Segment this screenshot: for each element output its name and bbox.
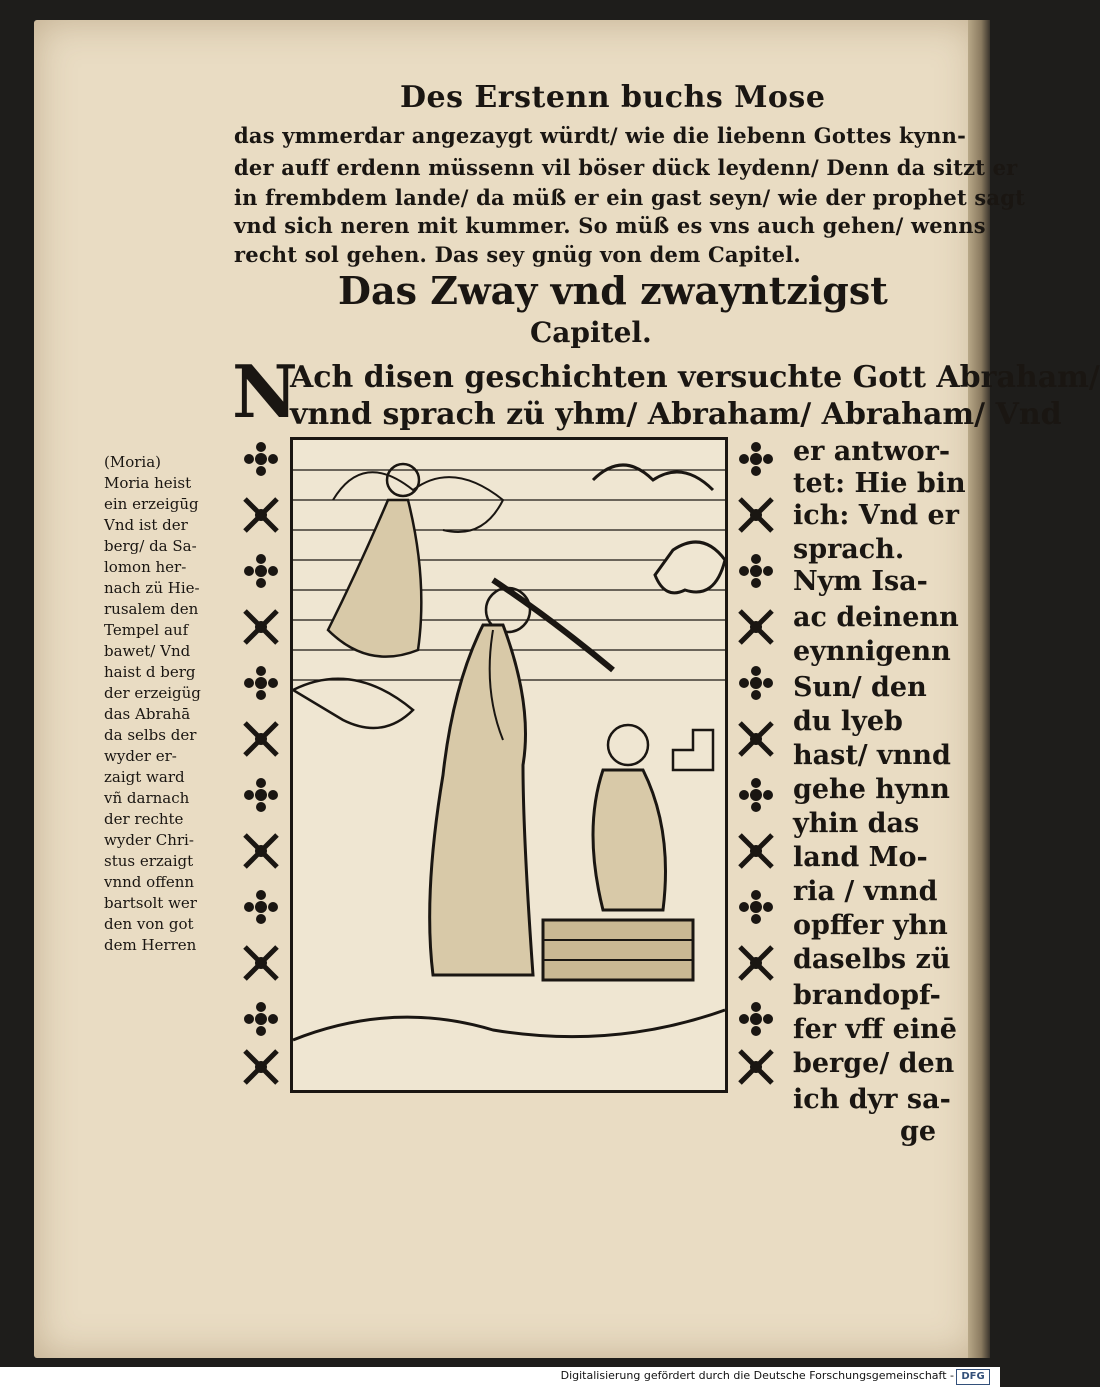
text-line: recht sol gehen. Das sey gnüg von dem Capitel. (234, 242, 801, 267)
ornament-column-left (238, 437, 284, 1087)
right-column-line: ac deinenn (793, 602, 959, 633)
margin-note-line: den von got (104, 915, 194, 933)
margin-note-line: bartsolt wer (104, 894, 197, 912)
abraham-isaac-woodcut (293, 440, 725, 1090)
text-line: in frembdem lande/ da müß er ein gast seyn/ wie der prophet sagt (234, 185, 1025, 210)
margin-note-line: wyder er- (104, 747, 177, 765)
right-column-line: er antwor- (793, 436, 951, 467)
margin-note-line: Vnd ist der (104, 516, 188, 534)
right-column-line: ich dyr sa- (793, 1084, 951, 1115)
running-head: Des Erstenn buchs Mose (400, 80, 826, 115)
dfg-logo: DFG (956, 1369, 990, 1385)
left-ornament-border (238, 437, 284, 1087)
catchword: ge (900, 1116, 937, 1147)
margin-note-line: haist d berg (104, 663, 196, 681)
right-column-line: land Mo- (793, 842, 928, 873)
margin-note-line: vnnd offenn (104, 873, 195, 891)
right-column-line: eynnigenn (793, 636, 951, 667)
body-line: Ach disen geschichten versuchte Gott Abraham/ (290, 360, 1100, 395)
right-column-line: hast/ vnnd (793, 740, 951, 771)
margin-note-line: Moria heist (104, 474, 192, 492)
right-column-line: ich: Vnd er (793, 500, 959, 531)
margin-note-line: Tempel auf (104, 621, 189, 639)
right-column-line: berge/ den (793, 1048, 955, 1079)
margin-note-line: stus erzaigt (104, 852, 194, 870)
text-line: das ymmerdar angezaygt würdt/ wie die liebenn Gottes kynn- (234, 123, 966, 148)
right-column-line: Sun/ den (793, 672, 927, 703)
margin-note-line: rusalem den (104, 600, 199, 618)
margin-note-line: berg/ da Sa- (104, 537, 197, 555)
margin-note-line: da selbs der (104, 726, 197, 744)
right-column-line: fer vff einē (793, 1014, 957, 1045)
right-column-line: gehe hynn (793, 774, 950, 805)
right-column-line: opffer yhn (793, 910, 948, 941)
margin-note-line: wyder Chri- (104, 831, 194, 849)
right-column-line: tet: Hie bin (793, 468, 966, 499)
body-line: vnnd sprach zü yhm/ Abraham/ Abraham/ Vnd (290, 397, 1062, 432)
right-column-line: du lyeb (793, 706, 903, 737)
text-line: vnd sich neren mit kummer. So müß es vns auch gehen/ wenns (234, 213, 986, 238)
margin-note-line: dem Herren (104, 936, 197, 954)
chapter-subtitle: Capitel. (530, 316, 652, 349)
margin-note-line: (Moria) (104, 453, 162, 471)
right-column-line: yhin das (793, 808, 920, 839)
right-ornament-border (733, 437, 779, 1087)
margin-note-line: das Abrahā (104, 705, 191, 723)
woodcut-illustration (290, 437, 728, 1093)
margin-note-line: der erzeigüg (104, 684, 201, 702)
margin-note-line: bawet/ Vnd (104, 642, 191, 660)
margin-note-line: der rechte (104, 810, 184, 828)
chapter-title: Das Zway vnd zwayntzigst (338, 268, 888, 313)
margin-note-line: vñ darnach (104, 789, 190, 807)
margin-note-line: lomon her- (104, 558, 187, 576)
margin-note-line: nach zü Hie- (104, 579, 200, 597)
right-column-line: ria / vnnd (793, 876, 938, 907)
text-line: der auff erdenn müssenn vil böser dück leydenn/ Denn da sitzt er (234, 155, 1018, 180)
drop-initial: N (232, 349, 298, 434)
right-column-line: brandopf- (793, 980, 941, 1011)
margin-note-line: zaigt ward (104, 768, 185, 786)
right-column-line: sprach. (793, 534, 905, 565)
margin-note-line: ein erzeigūg (104, 495, 199, 513)
right-column-line: Nym Isa- (793, 566, 928, 597)
ornament-column-right (733, 437, 779, 1087)
right-column-line: daselbs zü (793, 944, 951, 975)
footer-credit: Digitalisierung gefördert durch die Deutsche Forschungsgemeinschaft - (560, 1369, 954, 1382)
